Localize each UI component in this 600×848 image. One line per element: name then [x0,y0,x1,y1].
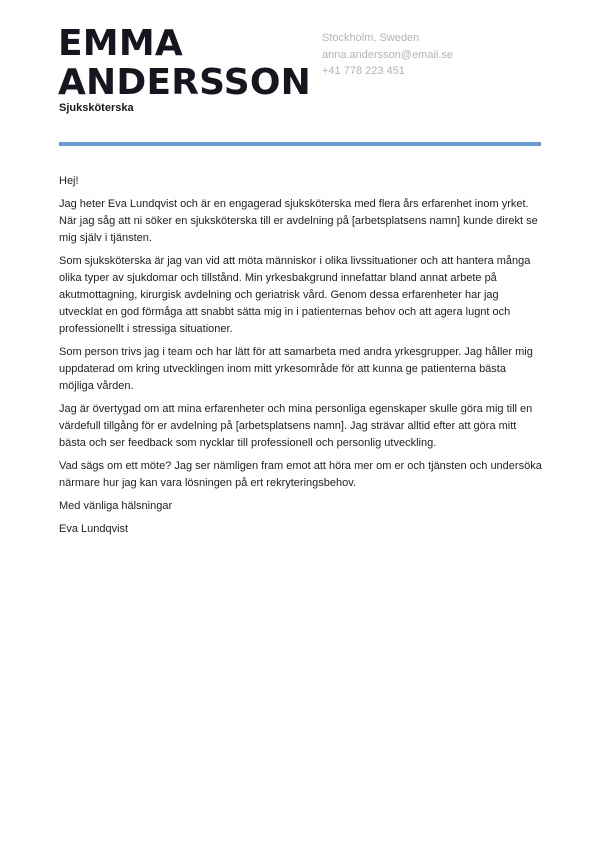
first-name: EMMA [58,23,183,64]
contact-location: Stockholm, Sweden [322,32,420,44]
contact-info [322,30,453,80]
paragraph-5: Vad sägs om ett möte? Jag ser nämligen fram emot att höra mer om er och tjänsten och undersöka närmare hur jag kan vara lösningen på ert rekryteringsbehov. [59,460,542,489]
paragraph-2: Som sjuksköterska är jag van vid att möta människor i olika livssituationer och att hantera många olika typer av sjukdomar och tillstånd. Min yrkesbakgrund innefattar bland annat arbete på akutmottagning, kirurgisk avdelning och geriatrisk vård. Genom dessa erfarenheter har jag utvecklat en god förmåga att snabbt sätta mig in i patienternas behov och att agera lugnt och professionellt i stressiga situationer. [59,255,531,335]
letter-body [59,173,543,544]
contact-phone: +41 778 223 451 [322,65,405,77]
paragraph-4: Jag är övertygad om att mina erfarenheter och mina personliga egenskaper skulle göra mig till en värdefull tillgång för er avdelning på [arbetsplatsens namn]. Jag strävar alltid efter att göra mitt bästa och ser feedback som nycklar till professionell och personlig utveckling. [59,403,533,449]
paragraph-1: Jag heter Eva Lundqvist och är en engagerad sjuksköterska med flera års erfarenhet inom yrket. När jag såg att ni söker en sjuksköterska till er avdelning på [arbetsplatsens namn] kunde direkt se mig själv i tjänsten. [59,198,538,244]
job-title: Sjuksköterska [59,102,134,114]
header-divider [59,142,541,146]
closing: Med vänliga hälsningar [59,500,173,512]
greeting: Hej! [59,175,79,187]
signature: Eva Lundqvist [59,523,129,535]
applicant-name [58,24,311,102]
contact-email: anna.andersson@email.se [322,48,454,61]
paragraph-3: Som person trivs jag i team och har lätt för att samarbeta med andra yrkesgrupper. Jag håller mig uppdaterad om kring utvecklingen inom mitt yrkesområde för att kunna ge patienterna bästa möjliga vården. [59,346,533,392]
last-name: ANDERSSON [58,62,311,103]
